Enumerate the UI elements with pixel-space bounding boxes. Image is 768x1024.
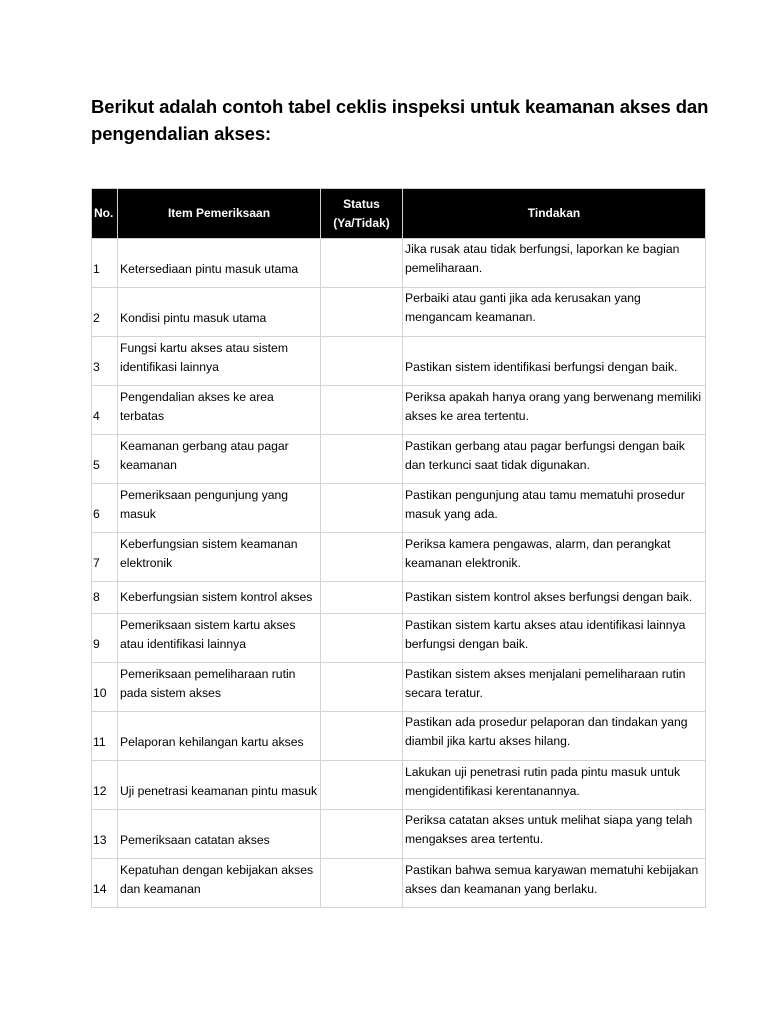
table-row	[92, 810, 706, 859]
table-row	[92, 386, 706, 435]
row-number: 1	[92, 239, 118, 288]
row-item: Kepatuhan dengan kebijakan akses dan keamanan	[118, 859, 321, 908]
row-status[interactable]	[321, 484, 403, 533]
header-status: Status (Ya/Tidak)	[321, 189, 403, 239]
row-item: Pemeriksaan pengunjung yang masuk	[118, 484, 321, 533]
row-status[interactable]	[321, 435, 403, 484]
row-status[interactable]	[321, 533, 403, 582]
row-item: Uji penetrasi keamanan pintu masuk	[118, 761, 321, 810]
row-status[interactable]	[321, 663, 403, 712]
row-status[interactable]	[321, 712, 403, 761]
header-item: Item Pemeriksaan	[118, 189, 321, 239]
row-status[interactable]	[321, 239, 403, 288]
row-number: 2	[92, 288, 118, 337]
row-item: Kondisi pintu masuk utama	[118, 288, 321, 337]
row-number: 14	[92, 859, 118, 908]
row-number: 7	[92, 533, 118, 582]
row-action: Pastikan sistem akses menjalani pemeliharaan rutin secara teratur.	[403, 663, 706, 712]
row-number: 8	[92, 582, 118, 614]
row-action: Periksa catatan akses untuk melihat siapa yang telah mengakses area tertentu.	[403, 810, 706, 859]
row-action: Pastikan sistem kontrol akses berfungsi dengan baik.	[403, 582, 706, 614]
row-status[interactable]	[321, 761, 403, 810]
row-action: Pastikan sistem identifikasi berfungsi dengan baik.	[403, 337, 706, 386]
row-action: Lakukan uji penetrasi rutin pada pintu masuk untuk mengidentifikasi kerentanannya.	[403, 761, 706, 810]
table-row	[92, 761, 706, 810]
row-item: Pemeriksaan pemeliharaan rutin pada sistem akses	[118, 663, 321, 712]
row-number: 10	[92, 663, 118, 712]
header-no: No.	[92, 189, 118, 239]
row-action: Perbaiki atau ganti jika ada kerusakan yang mengancam keamanan.	[403, 288, 706, 337]
row-item: Pelaporan kehilangan kartu akses	[118, 712, 321, 761]
row-number: 11	[92, 712, 118, 761]
row-number: 5	[92, 435, 118, 484]
row-item: Keberfungsian sistem kontrol akses	[118, 582, 321, 614]
row-number: 12	[92, 761, 118, 810]
header-action: Tindakan	[403, 189, 706, 239]
row-action: Pastikan gerbang atau pagar berfungsi dengan baik dan terkunci saat tidak digunakan.	[403, 435, 706, 484]
table-row	[92, 435, 706, 484]
row-status[interactable]	[321, 337, 403, 386]
row-status[interactable]	[321, 810, 403, 859]
row-action: Pastikan sistem kartu akses atau identifikasi lainnya berfungsi dengan baik.	[403, 614, 706, 663]
table-row	[92, 614, 706, 663]
row-action: Pastikan pengunjung atau tamu mematuhi prosedur masuk yang ada.	[403, 484, 706, 533]
row-item: Pemeriksaan catatan akses	[118, 810, 321, 859]
row-item: Ketersediaan pintu masuk utama	[118, 239, 321, 288]
row-number: 4	[92, 386, 118, 435]
table-row	[92, 239, 706, 288]
row-number: 3	[92, 337, 118, 386]
row-action: Periksa kamera pengawas, alarm, dan perangkat keamanan elektronik.	[403, 533, 706, 582]
row-item: Keamanan gerbang atau pagar keamanan	[118, 435, 321, 484]
row-status[interactable]	[321, 288, 403, 337]
row-number: 9	[92, 614, 118, 663]
inspection-checklist-table	[91, 188, 706, 908]
row-item: Pengendalian akses ke area terbatas	[118, 386, 321, 435]
table-row	[92, 582, 706, 614]
row-action: Pastikan ada prosedur pelaporan dan tindakan yang diambil jika kartu akses hilang.	[403, 712, 706, 761]
row-action: Periksa apakah hanya orang yang berwenang memiliki akses ke area tertentu.	[403, 386, 706, 435]
row-action: Pastikan bahwa semua karyawan mematuhi kebijakan akses dan keamanan yang berlaku.	[403, 859, 706, 908]
table-row	[92, 712, 706, 761]
table-header-row	[92, 189, 706, 239]
row-item: Fungsi kartu akses atau sistem identifikasi lainnya	[118, 337, 321, 386]
row-number: 13	[92, 810, 118, 859]
row-status[interactable]	[321, 614, 403, 663]
row-status[interactable]	[321, 582, 403, 614]
table-row	[92, 484, 706, 533]
page-title: Berikut adalah contoh tabel ceklis inspeksi untuk keamanan akses dan pengendalian akses:	[91, 96, 709, 144]
table-row	[92, 337, 706, 386]
row-item: Keberfungsian sistem keamanan elektronik	[118, 533, 321, 582]
table-row	[92, 533, 706, 582]
row-status[interactable]	[321, 859, 403, 908]
row-status[interactable]	[321, 386, 403, 435]
row-action: Jika rusak atau tidak berfungsi, laporkan ke bagian pemeliharaan.	[403, 239, 706, 288]
table-row	[92, 859, 706, 908]
table-row	[92, 288, 706, 337]
table-row	[92, 663, 706, 712]
row-item: Pemeriksaan sistem kartu akses atau identifikasi lainnya	[118, 614, 321, 663]
row-number: 6	[92, 484, 118, 533]
